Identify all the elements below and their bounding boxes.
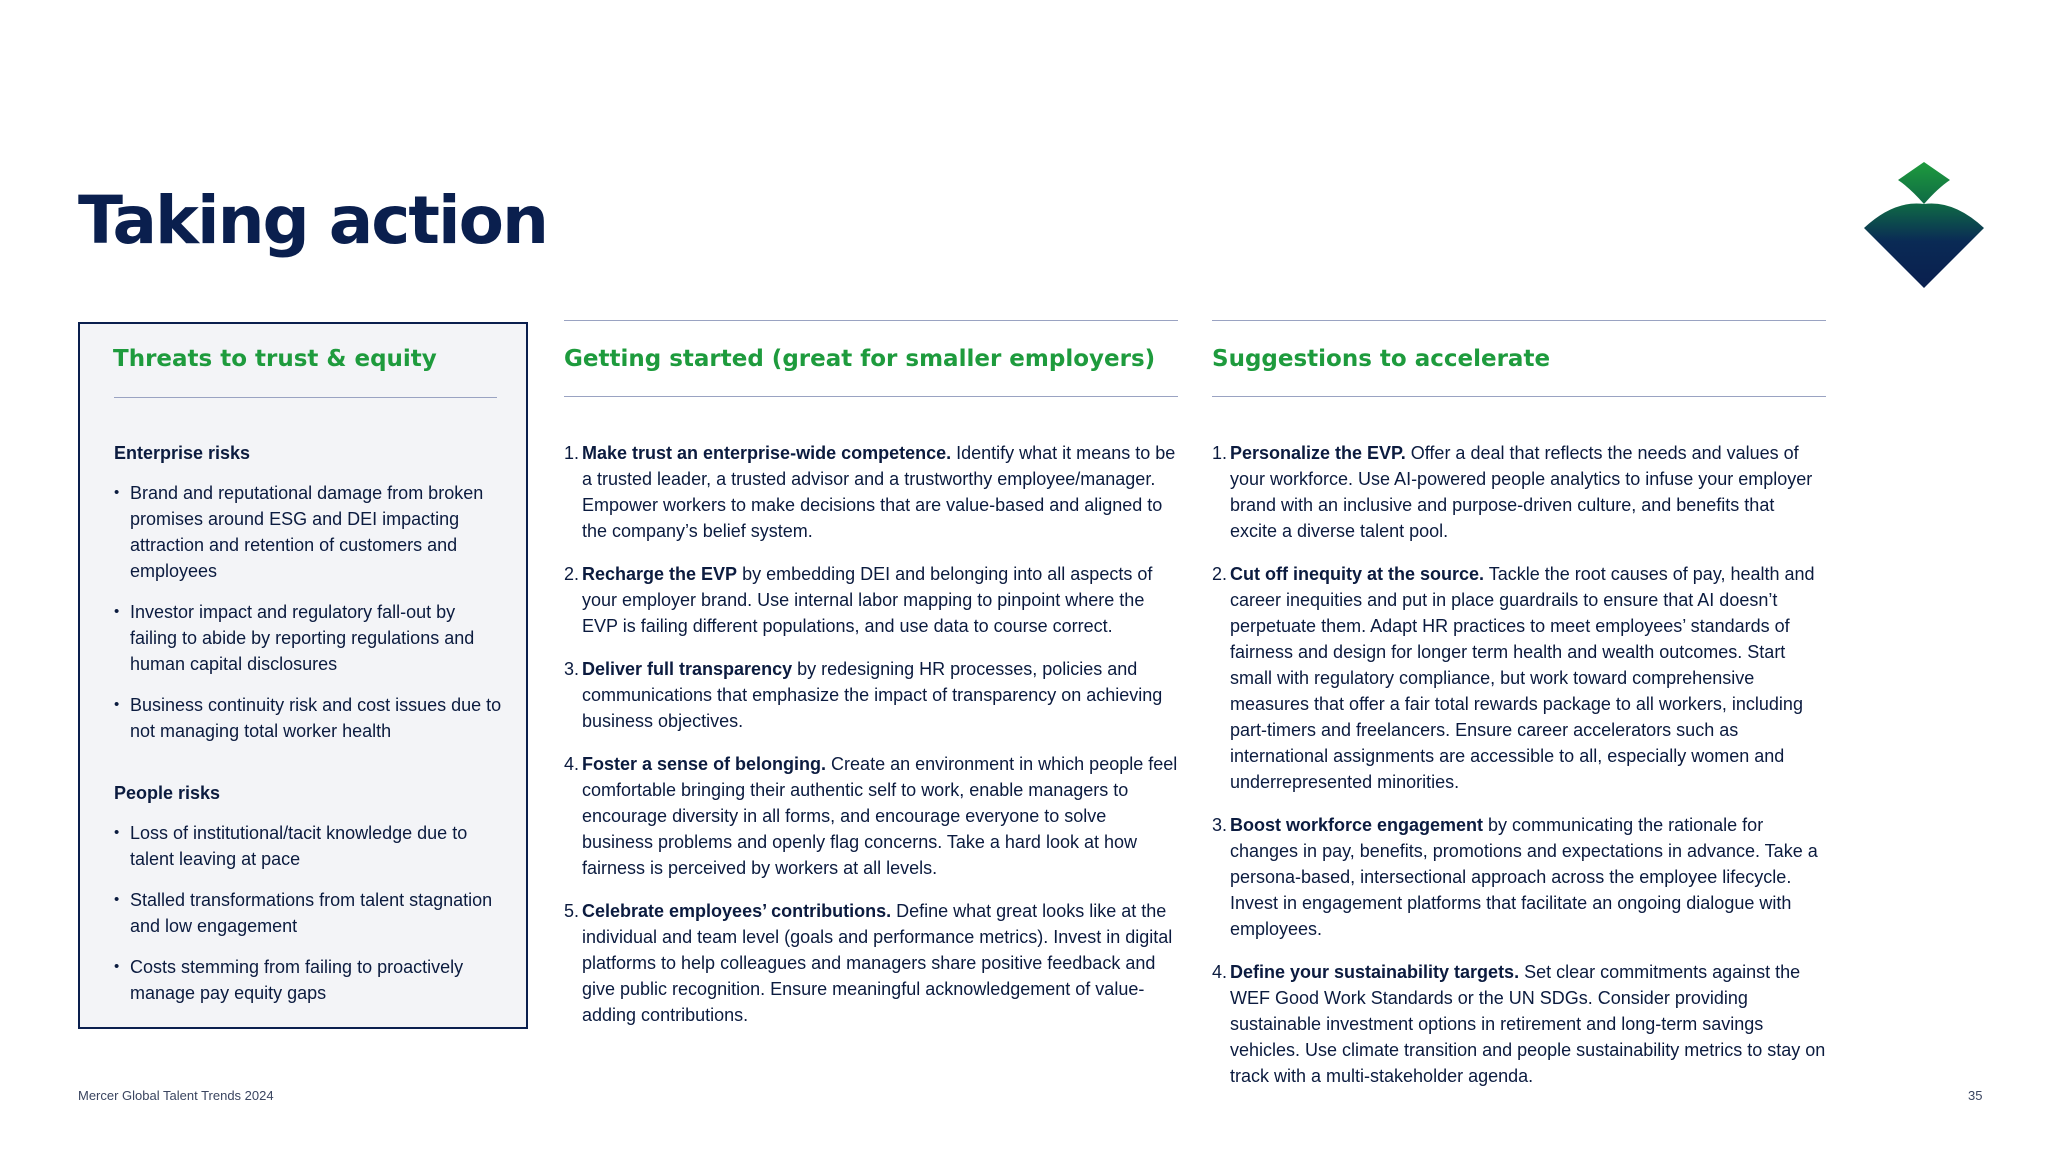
threats-heading: Threats to trust & equity [113,346,437,372]
list-item: 1. Personalize the EVP. Offer a deal that reflects the needs and values of your workforce. Use AI-powered people analytics to infuse your employer brand with an inclusive and purpose-driven culture, and benefits that excite a diverse talent pool. [1212,443,1813,541]
getting-started-list [564,440,1178,1028]
accelerate-column [1212,320,1826,1106]
enterprise-risks-section [114,440,504,759]
column-divider [564,396,1178,397]
threats-panel [78,322,528,1029]
column-top-rule [1212,320,1826,321]
list-item: 5. Celebrate employees’ contributions. Define what great looks like at the individual and team level (goals and performance metrics). Invest in digital platforms to help colleagues and managers share positive feedback and give public recognition. Ensure meaningful acknowledgement of value-adding contributions. [564,901,1173,1025]
enterprise-risks-list [114,480,504,744]
column-divider [1212,396,1826,397]
list-item: • Brand and reputational damage from broken promises around ESG and DEI impacting attraction and retention of customers and employees [114,480,504,584]
list-item: 4. Foster a sense of belonging. Create an environment in which people feel comfortable bringing their authentic self to work, enable managers to encourage diversity in all forms, and encourage everyone to solve business problems and openly flag concerns. Take a hard look at how fairness is perceived by workers at all levels. [564,754,1178,878]
enterprise-risks-title: Enterprise risks [114,443,251,463]
mercer-logo-icon [1860,160,1988,290]
footer-source: Mercer Global Talent Trends 2024 [78,1088,274,1103]
list-item: • Costs stemming from failing to proactively manage pay equity gaps [114,954,504,1006]
list-item: • Loss of institutional/tacit knowledge due to talent leaving at pace [114,820,504,872]
list-item: 3. Boost workforce engagement by communicating the rationale for changes in pay, benefits, promotions and expectations in advance. Take a persona-based, intersectional approach across the employee lifecycle. Invest in engagement platforms that facilitate an ongoing dialogue with employees. [1212,815,1818,939]
people-risks-list [114,820,504,1006]
accelerate-list [1212,440,1826,1089]
getting-started-heading: Getting started (great for smaller employers) [564,346,1156,372]
list-item: • Stalled transformations from talent stagnation and low engagement [114,887,504,939]
column-top-rule [564,320,1178,321]
list-item: 2. Cut off inequity at the source. Tackle the root causes of pay, health and career inequities and put in place guardrails to ensure that AI doesn’t perpetuate them. Adapt HR practices to meet employees’ standards of fairness and design for longer term health and wealth outcomes. Start small with regulatory compliance, but work toward comprehensive measures that offer a fair total rewards package to all workers, including part-timers and freelancers. Ensure career accelerators such as international assignments are accessible to all, especially women and underrepresented minorities. [1212,564,1815,792]
list-item: 2. Recharge the EVP by embedding DEI and belonging into all aspects of your employer brand. Use internal labor mapping to pinpoint where the EVP is failing different populations, and use data to course correct. [564,564,1153,636]
getting-started-column [564,320,1178,1045]
list-item: • Business continuity risk and cost issues due to not managing total worker health [114,692,504,744]
list-item: • Investor impact and regulatory fall-out by failing to abide by reporting regulations and human capital disclosures [114,599,504,677]
list-item: 4. Define your sustainability targets. Set clear commitments against the WEF Good Work Standards or the UN SDGs. Consider providing sustainable investment options in retirement and long-term savings vehicles. Use climate transition and people sustainability metrics to stay on track with a multi-stakeholder agenda. [1212,962,1826,1086]
people-risks-section [114,780,504,1021]
list-item: 3. Deliver full transparency by redesigning HR processes, policies and communications that emphasize the impact of transparency on achieving business objectives. [564,659,1163,731]
people-risks-title: People risks [114,783,221,803]
threats-divider [114,397,497,398]
page-number: 35 [1968,1088,1983,1103]
list-item: 1. Make trust an enterprise-wide competence. Identify what it means to be a trusted leader, a trusted advisor and a trustworthy employee/manager. Empower workers to make decisions that are value-based and aligned to the company’s belief system. [564,443,1176,541]
accelerate-heading: Suggestions to accelerate [1212,346,1551,372]
page-title: Taking action [78,182,547,259]
